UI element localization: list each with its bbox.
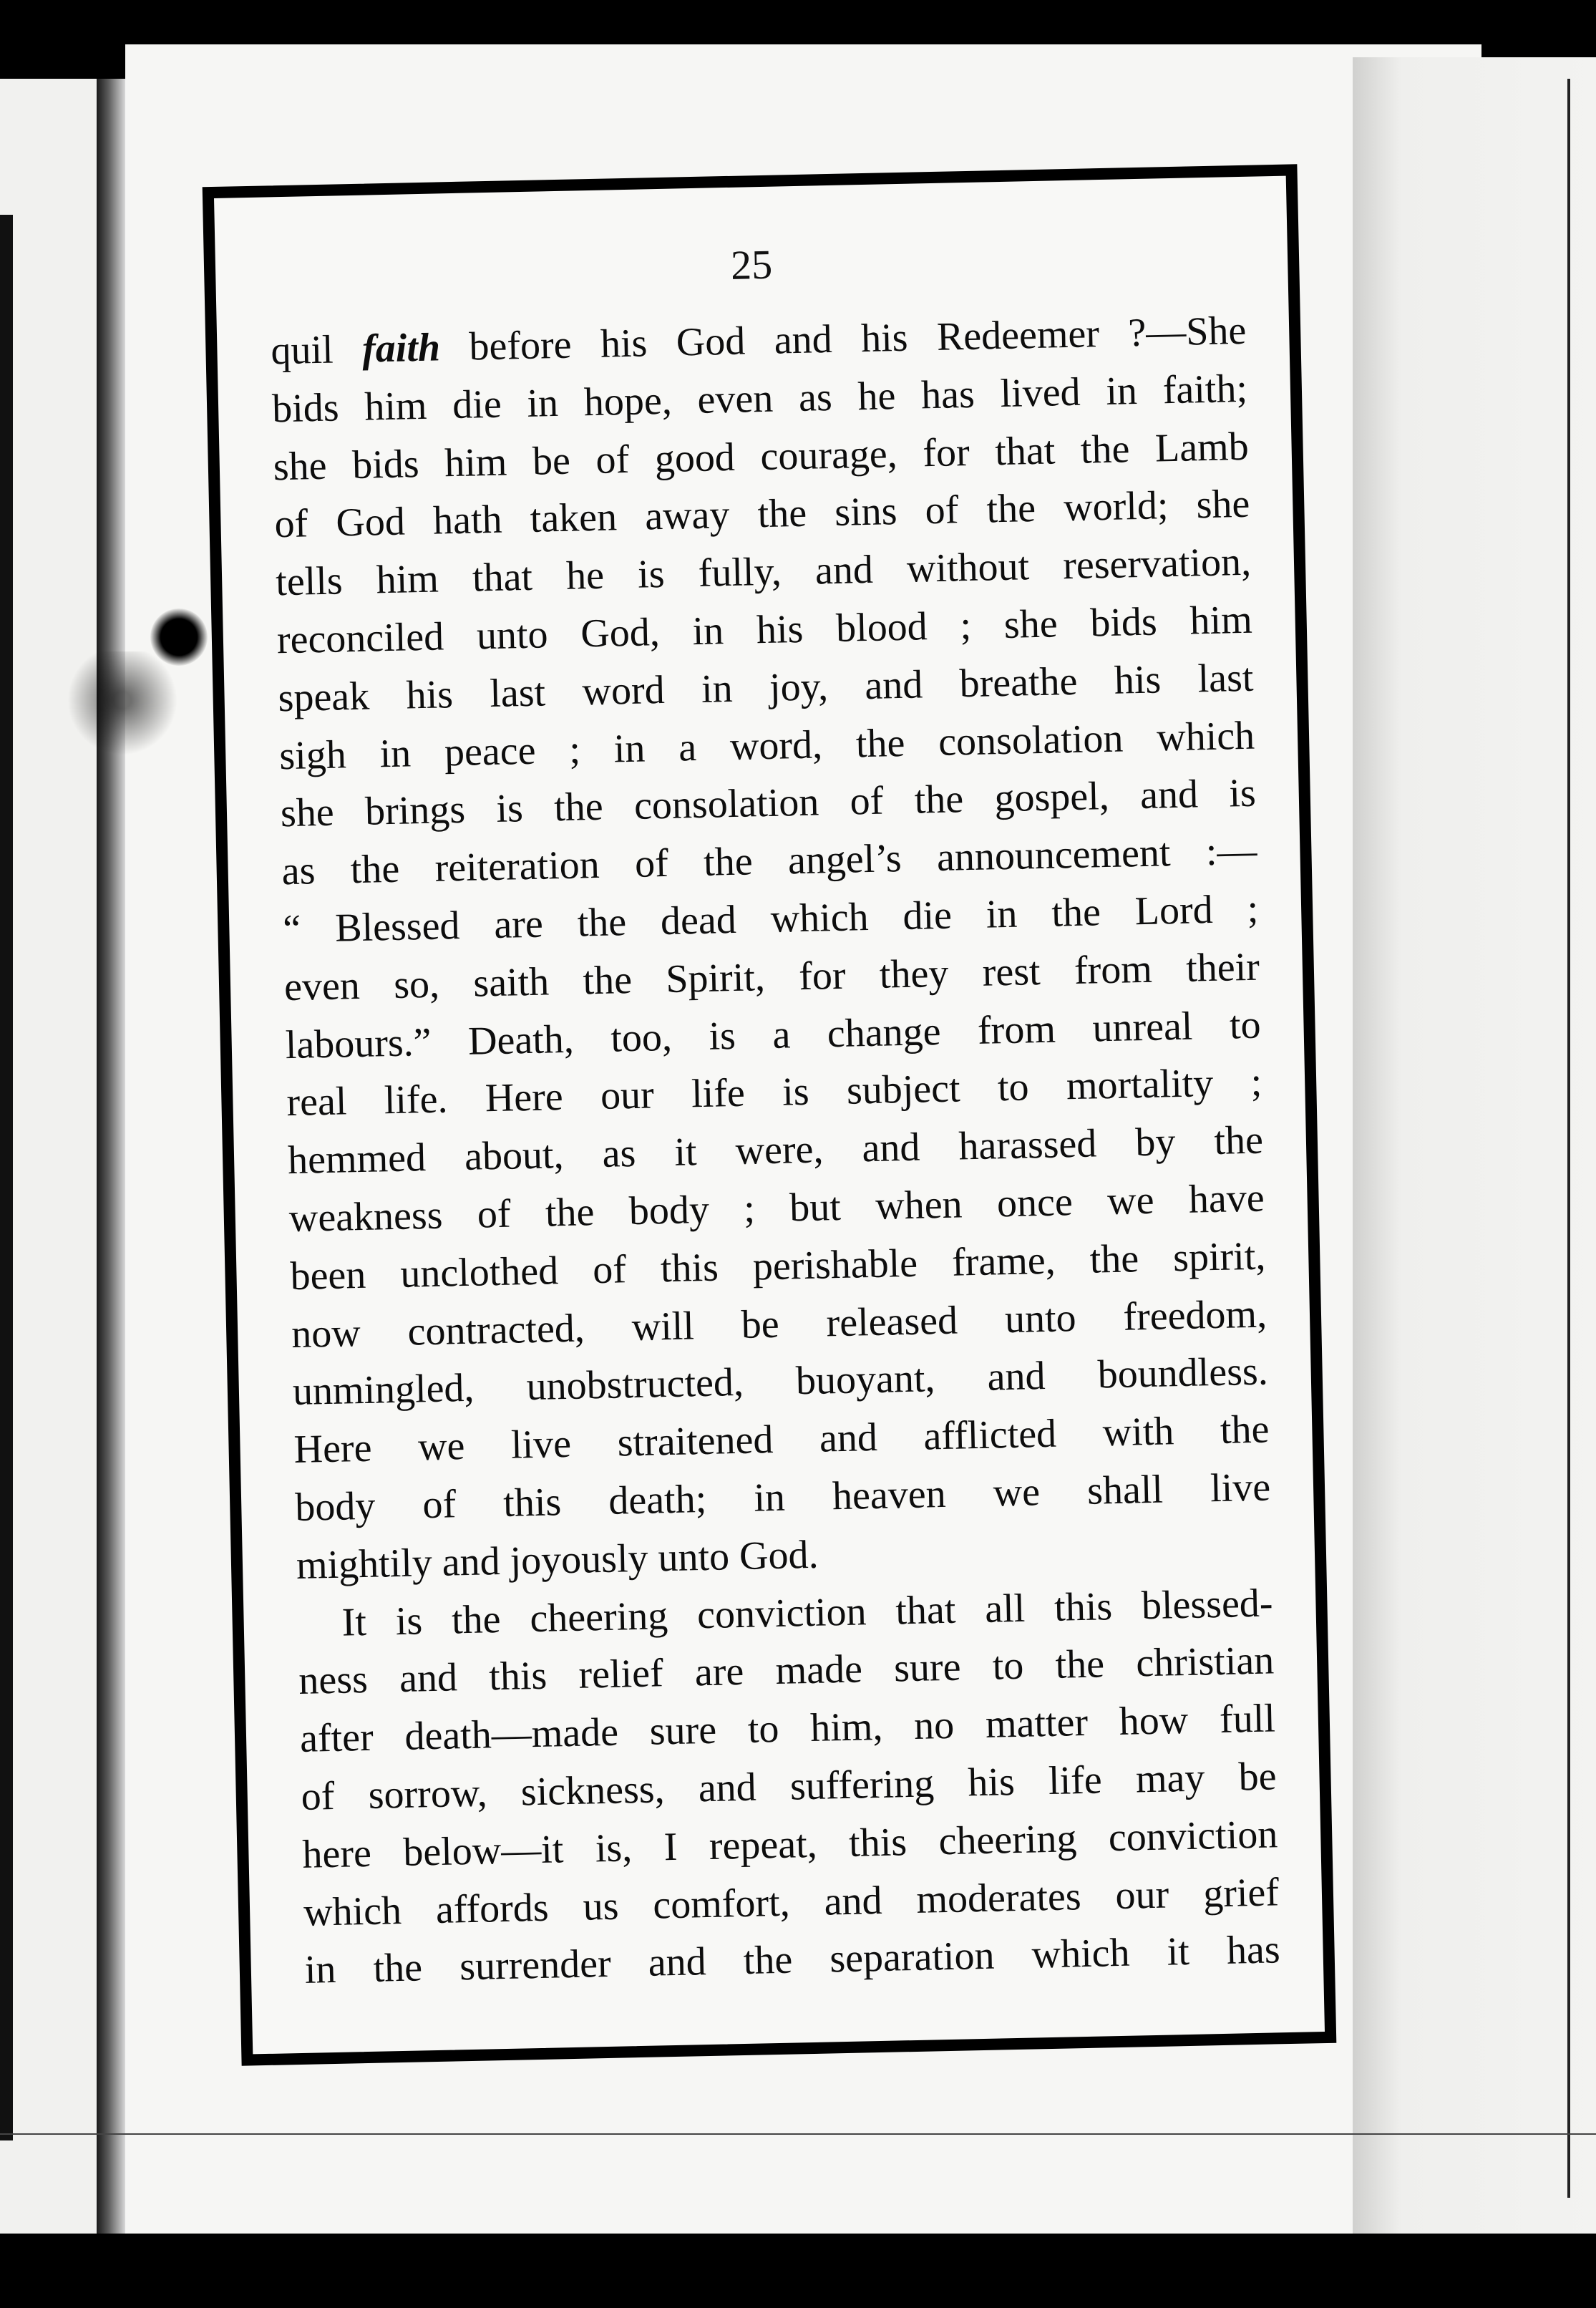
facing-page-frame-edge [0, 215, 13, 2140]
page-number: 25 [730, 241, 773, 288]
ink-speckle [68, 651, 204, 773]
text-line: real life. Here our life is subject to mortality ; [286, 1060, 1262, 1125]
next-page-edge [1353, 57, 1596, 2234]
text-line: reconciled unto God, in his blood ; she bids him [276, 597, 1253, 663]
next-page-frame-edge [1567, 79, 1570, 2198]
text-line: she brings is the consolation of the gospel, and is [280, 771, 1257, 836]
facing-page-edge [0, 79, 97, 2234]
text-line: unmingled, unobstructed, buoyant, and boundless. [292, 1349, 1269, 1415]
text-line: been unclothed of this perishable frame, the spirit, [289, 1233, 1266, 1299]
text-line: Here we live straitened and afflicted with the [293, 1407, 1270, 1473]
text-line: of God hath taken away the sins of the world; she [273, 482, 1250, 547]
text-line: tells him that he is fully, and without reservation, [275, 539, 1252, 605]
text-line: body of this death; in heaven we shall live [294, 1465, 1271, 1530]
text-line: quil faith before his God and his Redeemer ?—She [270, 308, 1247, 374]
text-line: which affords us comfort, and moderates our grief [303, 1869, 1280, 1935]
text-line: of sorrow, sickness, and suffering his life may be [301, 1754, 1278, 1819]
text-line: now contracted, will be released unto freedom, [291, 1291, 1267, 1357]
text-line: hemmed about, as it were, and harassed by the [287, 1117, 1264, 1183]
scan-bottom-band [0, 2234, 1596, 2308]
text-line: weakness of the body ; but when once we have [288, 1175, 1265, 1241]
ink-blot [150, 608, 208, 666]
text-line: It is the cheering conviction that all this blessed- [341, 1580, 1274, 1645]
text-line: speak his last word in joy, and breathe his last [278, 655, 1255, 721]
text-line: mightily and joyously unto God. [296, 1532, 819, 1588]
body-text [271, 302, 1281, 1999]
gutter-shadow [97, 79, 125, 2234]
emphasis-word: faith [361, 325, 441, 372]
text-line: sigh in peace ; in a word, the consolation which [278, 713, 1255, 778]
scan-bottom-rule [0, 2133, 1596, 2135]
text-line: here below—it is, I repeat, this cheering conviction [301, 1812, 1278, 1877]
text-line: as the reiteration of the angel’s announcement :— [281, 828, 1258, 894]
text-line: in the surrender and the separation which it has [304, 1927, 1281, 1993]
text-line: ness and this relief are made sure to the christian [298, 1638, 1275, 1704]
printed-page-frame [203, 164, 1337, 2065]
text-line: after death—made sure to him, no matter how full [299, 1696, 1276, 1762]
text-line: bids him die in hope, even as he has lived in faith; [271, 366, 1248, 432]
text-line: she bids him be of good courage, for that the Lamb [273, 424, 1250, 489]
text-line: even so, saith the Spirit, for they rest from their [283, 944, 1260, 1009]
text-line: “ Blessed are the dead which die in the Lord ; [282, 886, 1259, 952]
text-line: labours.” Death, too, is a change from unreal to [285, 1002, 1262, 1067]
